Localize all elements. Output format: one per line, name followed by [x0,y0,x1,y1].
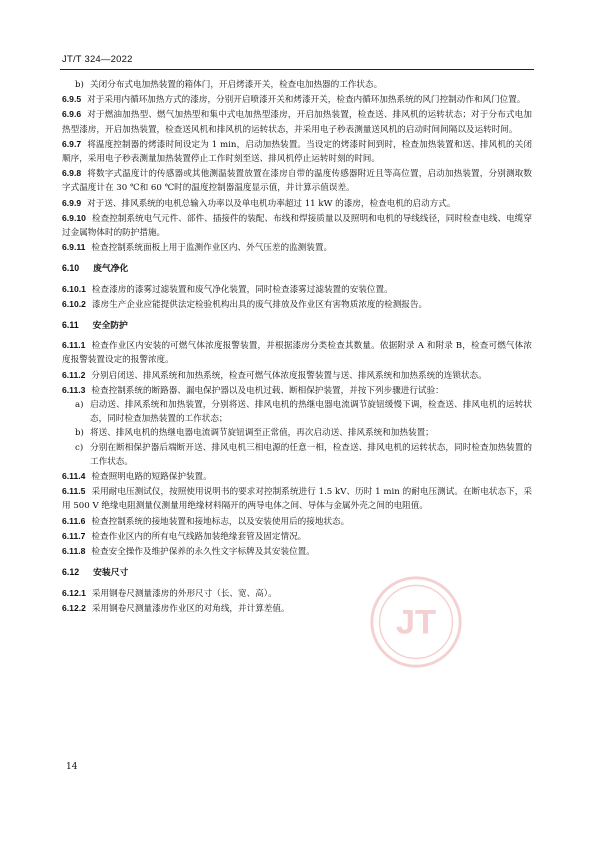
clause-text: 将数字式温度计的传感器或其他测温装置放置在漆房自带的温度传感器附近且等高位置，启动加热装置，分别测取数字式温度计在 30 ℃和 60 ℃时的温度控制器温度显示值，并计算示值误差。 [62,169,532,194]
clause-number: 6.9.9 [62,197,82,208]
clause-number: 6.11.3 [62,384,86,395]
clause-number: 6.9.7 [62,138,82,149]
clause-text: 对于采用内循环加热方式的漆房，分别开启喷漆开关和烤漆开关，检查内循环加热系统的风门控制动作和风门位置。 [87,95,526,106]
header-rule [60,69,534,70]
clause [62,469,532,484]
clause [62,338,532,367]
list-marker: a) [75,400,84,411]
clause-number: 6.9.5 [62,94,82,105]
clause [62,544,532,559]
section-heading [62,565,532,579]
clause [62,196,532,211]
clause-number: 6.11.1 [62,340,86,351]
clause [62,107,532,136]
standard-number: JT/T 324—2022 [62,54,133,65]
clause [62,383,532,398]
clause [62,514,532,529]
clause-number: 6.10.2 [62,298,86,309]
section-number: 6.12 [62,567,80,578]
clause [62,601,532,616]
clause-text: 分别启闭送、排风系统和加热系统，检查可燃气体浓度报警装置与送、排风系统和加热系统的连锁状态。 [91,370,487,381]
section-title: 安装尺寸 [93,567,129,578]
document-body [62,78,532,616]
clause-text: 采用耐电压测试仪，按照使用说明书的要求对控制系统进行 1.5 kV、历时 1 min 的耐电压测试。在断电状态下，采用 500 V 绝缘电阻测量仪测量用绝缘材料隔开的两导电体之间、导体与金属外壳之间的电阻值。 [62,487,532,512]
list-item-text: 将送、排风电机的热继电器电流调节旋钮调至正常值，再次启动送、排风系统和加热装置； [90,428,434,439]
list-item-text: 启动送、排风系统和加热装置，分别将送、排风电机的热继电器电流调节旋钮缓慢下调，检查送、排风电机的运转状态，同时检查加热装置的工作状态； [90,400,532,425]
clause-text: 检查照明电路的短路保护装置。 [91,472,212,483]
clause-number: 6.9.11 [62,242,86,253]
list-item-text: 分别在断相保护器后端断开送、排风电机三相电源的任意一相，检查送、排风电机的运转状态，同时检查加热装置的工作状态。 [90,442,532,467]
list-item [62,78,532,92]
list-item-text: 关闭分布式电加热装置的箱体门，开启烤漆开关，检查电加热器的工作状态。 [90,80,383,90]
clause-text: 检查控制系统面板上用于监测作业区内、外气压差的监测装置。 [91,243,333,254]
svg-text:JT: JT [395,603,437,642]
clause-text: 检查控制系统的接地装置和接地标志，以及安装使用后的接地状态。 [91,516,350,527]
list-marker: c) [75,442,84,453]
clause [62,282,532,297]
clause-text: 检查控制系统电气元件、部件、插接件的装配、布线和焊接质量以及照明和电机的导线线径，同时检查电线、电缆穿过金属物体时的防护措施。 [62,213,532,239]
list-item [62,426,532,440]
clause-number: 6.11.8 [62,546,86,557]
page-number: 14 [66,762,78,772]
clause [62,529,532,544]
clause-number: 6.12.1 [62,587,86,598]
clause-number: 6.12.2 [62,602,86,613]
clause [62,92,532,107]
section-number: 6.10 [62,263,80,274]
clause-number: 6.9.8 [62,168,82,179]
clause-text: 对于燃油加热型、燃气加热型和集中式电加热型漆房，开启加热装置，检查送、排风机的运转状态；对于分布式电加热型漆房，开启加热装置，检查送风机和排风机的运转状态，并采用电子秒表测量送风机的启动时间间隔以及运转时间。 [62,110,532,135]
clause-text: 漆房生产企业应能提供法定检验机构出具的废气排放及作业区有害物质浓度的检测报告。 [91,299,428,310]
clause-number: 6.10.1 [62,283,86,294]
clause [62,484,532,513]
list-item [62,398,532,426]
section-heading [62,318,532,332]
clause-number: 6.9.10 [62,212,86,223]
clause [62,586,532,601]
clause-text: 检查漆房的漆雾过滤装置和废气净化装置，同时检查漆雾过滤装置的安装位置。 [91,284,393,295]
clause-text: 检查控制系统的断路器、漏电保护器以及电机过载、断相保护装置，并按下列步骤进行试验： [91,385,444,396]
section-number: 6.11 [62,320,79,331]
clause-text: 将温度控制器的烤漆时间设定为 1 min，启动加热装置。当设定的烤漆时间到时，检查加热装置和送、排风机的关闭顺序，采用电子秒表测量加热装置停止工作时刻至送、排风机停止运转时刻的时间。 [62,139,532,165]
clause-text: 对于送、排风系统的电机总输入功率以及单电机功率超过 11 kW 的漆房，检查电机的启动方式。 [87,198,456,209]
clause-text: 检查作业区内的所有电气线路加装绝缘套管及固定情况。 [91,531,307,542]
clause-text: 检查安全操作及维护保养的永久性文字标牌及其安装位置。 [91,547,315,558]
section-heading [62,261,532,275]
list-item [62,441,532,469]
clause-text: 采用钢卷尺测量漆房作业区的对角线，并计算差值。 [91,603,290,614]
clause-number: 6.11.6 [62,515,86,526]
clause-number: 6.9.6 [62,109,82,120]
clause [62,297,532,312]
clause-number: 6.11.5 [62,486,86,497]
clause-number: 6.11.4 [62,471,86,482]
clause-number: 6.11.7 [62,530,86,541]
section-title: 安全防护 [92,320,128,331]
clause [62,166,532,195]
list-marker: b) [75,428,84,439]
section-title: 废气净化 [93,263,129,274]
clause [62,240,532,255]
list-marker: b) [75,80,84,90]
clause [62,211,532,240]
clause-number: 6.11.2 [62,369,86,380]
clause [62,368,532,383]
clause-text: 检查作业区内安装的可燃气体浓度报警装置，并根据漆房分类检查其数量。依据附录 A 和附录 B，检查可燃气体浓度报警装置设定的报警浓度。 [62,341,532,366]
clause-text: 采用钢卷尺测量漆房的外形尺寸（长、宽、高）。 [91,588,277,599]
clause [62,137,532,166]
